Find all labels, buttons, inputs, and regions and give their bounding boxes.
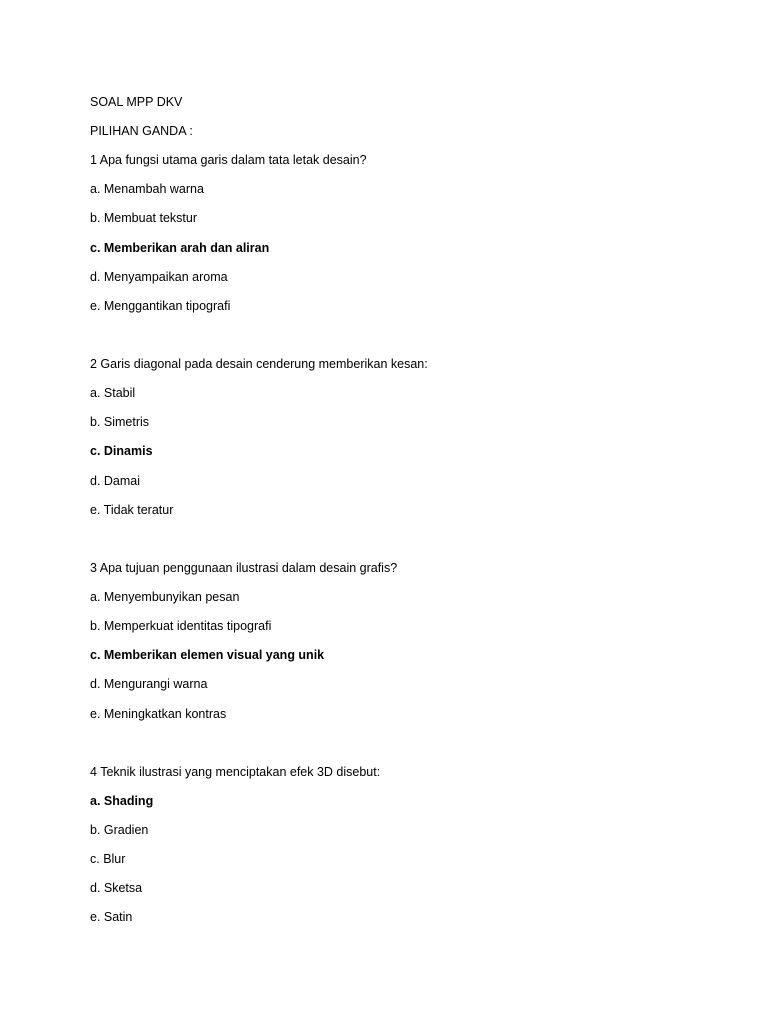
question-1-prompt: 1 Apa fungsi utama garis dalam tata letak desain? [90,153,367,167]
question-2-option-c-answer: c. Dinamis [90,444,153,458]
question-4-option-e: e. Satin [90,910,133,924]
question-3-option-c-answer: c. Memberikan elemen visual yang unik [90,648,325,662]
document-title: SOAL MPP DKV [90,95,183,109]
question-4-option-b: b. Gradien [90,823,149,837]
question-1-option-a: a. Menambah warna [90,182,204,196]
question-3-option-a: a. Menyembunyikan pesan [90,590,240,604]
question-2-option-d: d. Damai [90,474,141,488]
question-3-prompt: 3 Apa tujuan penggunaan ilustrasi dalam desain grafis? [90,561,398,575]
question-1-option-d: d. Menyampaikan aroma [90,270,228,284]
question-4-option-d: d. Sketsa [90,881,143,895]
question-2-option-e: e. Tidak teratur [90,503,174,517]
question-1-option-b: b. Membuat tekstur [90,211,197,225]
question-2-option-b: b. Simetris [90,415,150,429]
section-heading: PILIHAN GANDA : [90,124,193,138]
question-3-option-b: b. Memperkuat identitas tipografi [90,619,272,633]
question-3-option-e: e. Meningkatkan kontras [90,707,227,721]
question-4-option-c: c. Blur [90,852,126,866]
question-1-option-e: e. Menggantikan tipografi [90,299,231,313]
question-4-prompt: 4 Teknik ilustrasi yang menciptakan efek 3D disebut: [90,765,381,779]
question-2-option-a: a. Stabil [90,386,136,400]
question-3-option-d: d. Mengurangi warna [90,677,208,691]
question-4-option-a-answer: a. Shading [90,794,154,808]
question-1-option-c-answer: c. Memberikan arah dan aliran [90,241,270,255]
question-2-prompt: 2 Garis diagonal pada desain cenderung memberikan kesan: [90,357,428,371]
